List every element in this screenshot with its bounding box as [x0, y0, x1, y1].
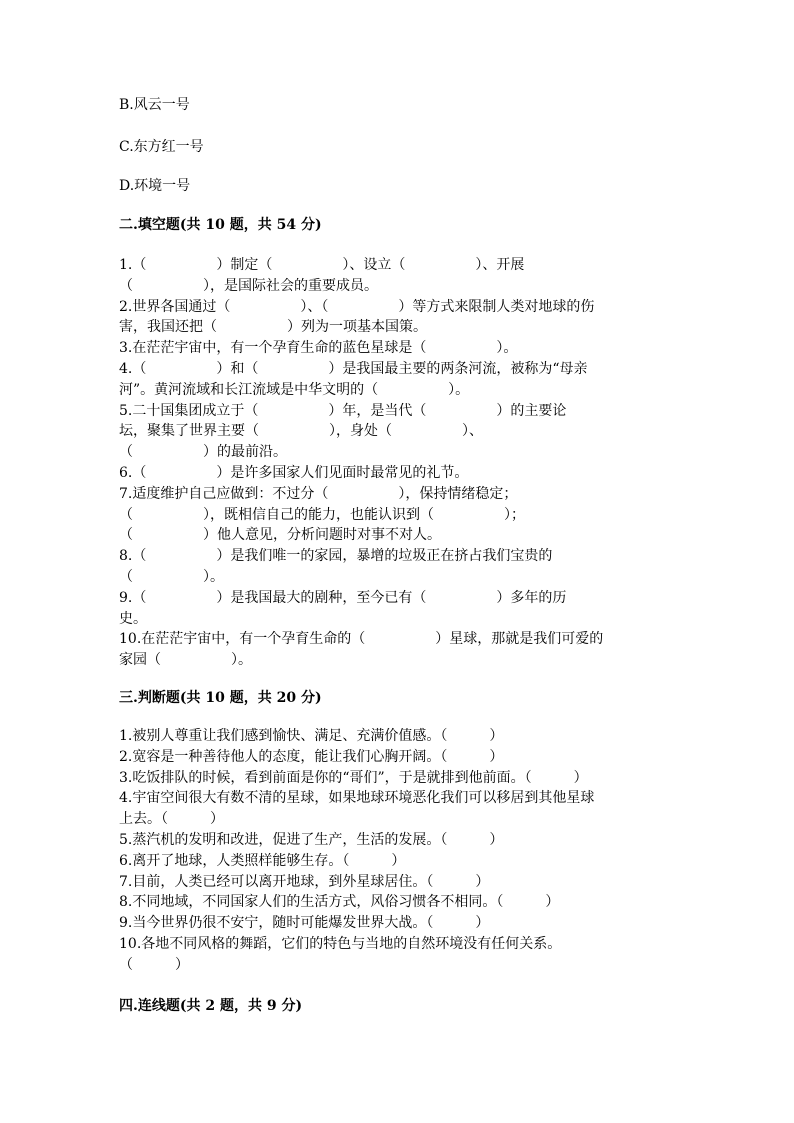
section-fill-blank-title: 二.填空题(共 10 题，共 54 分) [119, 217, 322, 233]
option-c: C.东方红一号 [119, 139, 204, 155]
judgement-line: 7.目前，人类已经可以离开地球，到外星球居住。（ ） [119, 873, 490, 890]
judgement-line: 4.宇宙空间很大有数不清的星球，如果地球环境恶化我们可以移居到其他星球 [119, 790, 595, 807]
fill-blank-line: 4.（ ）和（ ）是我国最主要的两条河流，被称为“母亲 [119, 360, 588, 377]
fill-blank-line: 河”。黄河流域和长江流域是中华文明的（ ）。 [119, 381, 470, 398]
fill-blank-line: 3.在茫茫宇宙中，有一个孕育生命的蓝色星球是（ ）。 [119, 340, 518, 357]
fill-blank-line: 9.（ ）是我国最大的剧种，至今已有（ ）多年的历 [119, 589, 567, 606]
fill-blank-line: 7.适度维护自己应做到：不过分（ ），保持情绪稳定； [119, 485, 518, 502]
fill-blank-line: （ ）。 [119, 568, 224, 585]
fill-blank-line: （ ），既相信自己的能力，也能认识到（ ）； [119, 506, 525, 523]
fill-blank-line: （ ），是国际社会的重要成员。 [119, 277, 378, 294]
fill-blank-line: 2.世界各国通过（ ）、（ ）等方式来限制人类对地球的伤 [119, 298, 595, 315]
fill-blank-line: 8.（ ）是我们唯一的家园，暴增的垃圾正在挤占我们宝贵的 [119, 548, 553, 565]
fill-blank-line: 史。 [119, 610, 147, 627]
option-b: B.风云一号 [119, 97, 190, 113]
judgement-line: 8.不同地域，不同国家人们的生活方式，风俗习惯各不相同。（ ） [119, 894, 560, 911]
section-judgement-title: 三.判断题(共 10 题，共 20 分) [119, 690, 322, 706]
fill-blank-line: 6.（ ）是许多国家人们见面时最常见的礼节。 [119, 464, 469, 481]
judgement-questions [119, 726, 679, 976]
judgement-line: 3.吃饭排队的时候，看到前面是你的“哥们”，于是就排到他前面。（ ） [119, 769, 588, 786]
fill-blank-line: （ ）他人意见，分析问题时对事不对人。 [119, 527, 441, 544]
judgement-line: 10.各地不同风格的舞蹈，它们的特色与当地的自然环境没有任何关系。 [119, 935, 562, 952]
option-d: D.环境一号 [119, 178, 191, 194]
judgement-line: 2.宽容是一种善待他人的态度，能让我们心胸开阔。（ ） [119, 748, 504, 765]
fill-blank-line: 5.二十国集团成立于（ ）年，是当代（ ）的主要论 [119, 402, 567, 419]
judgement-line: 5.蒸汽机的发明和改进，促进了生产，生活的发展。（ ） [119, 831, 504, 848]
judgement-line: （ ） [119, 956, 189, 973]
fill-blank-line: 家园（ ）。 [119, 652, 252, 669]
fill-blank-line: 害，我国还把（ ）列为一项基本国策。 [119, 319, 427, 336]
judgement-line: 9.当今世界仍很不安宁，随时可能爆发世界大战。（ ） [119, 915, 490, 932]
fill-blank-line: 10.在茫茫宇宙中，有一个孕育生命的（ ）星球，那就是我们可爱的 [119, 631, 604, 648]
fill-blank-line: （ ）的最前沿。 [119, 444, 287, 461]
judgement-line: 1.被别人尊重让我们感到愉快、满足、充满价值感。（ ） [119, 728, 504, 744]
section-matching-title: 四.连线题(共 2 题，共 9 分) [119, 998, 303, 1014]
fill-blank-line: 1.（ ）制定（ ）、设立（ ）、开展 [119, 257, 525, 273]
fill-blank-questions [119, 255, 679, 671]
judgement-line: 上去。（ ） [119, 811, 224, 828]
judgement-line: 6.离开了地球，人类照样能够生存。（ ） [119, 852, 406, 869]
fill-blank-line: 坛，聚集了世界主要（ ），身处（ ）、 [119, 423, 483, 440]
